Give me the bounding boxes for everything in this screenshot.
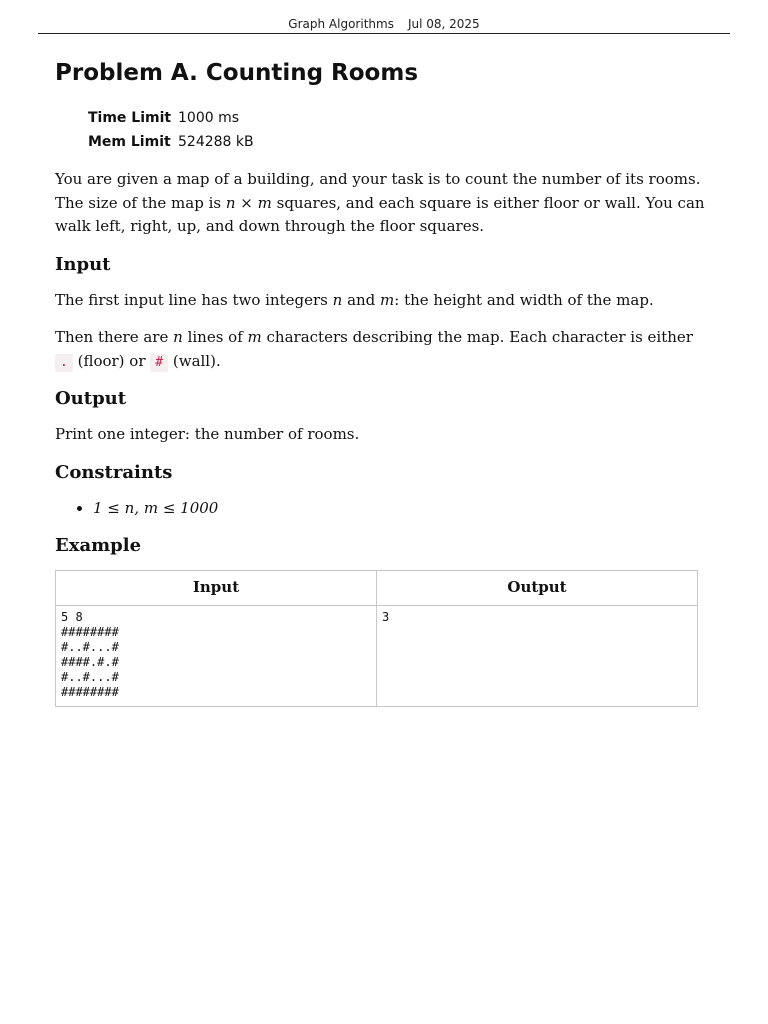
constraints-list xyxy=(55,497,705,521)
example-row xyxy=(56,606,698,707)
example-input-cell xyxy=(56,606,377,707)
statement-text: You are given a map of a building, and your task is to count the number of its rooms. The size of the map is xyxy=(55,170,701,212)
limits-block xyxy=(88,106,254,154)
input-paragraph-2 xyxy=(55,326,705,373)
mem-limit-row xyxy=(88,130,254,154)
input-text: : the height and width of the map. xyxy=(394,290,654,309)
page-header xyxy=(38,16,730,34)
example-input-text: 5 8 ######## #..#...# ####.#.# #..#...# ######## xyxy=(61,610,119,699)
example-table xyxy=(55,570,698,707)
math-times: × xyxy=(235,193,258,212)
math-n: n xyxy=(173,328,183,346)
math-m: m xyxy=(380,290,395,309)
problem-content xyxy=(55,168,705,707)
time-limit-value: 1000 ms xyxy=(178,110,240,126)
example-input-header: Input xyxy=(56,571,377,606)
statement-paragraph xyxy=(55,168,705,239)
example-header-row xyxy=(56,571,698,606)
example-heading: Example xyxy=(55,535,142,556)
input-text: lines of xyxy=(182,328,248,346)
input-text: The first input line has two integers xyxy=(55,290,333,309)
constraint-item: • 1 ≤ n, m ≤ 1000 xyxy=(93,497,705,521)
input-text: (wall). xyxy=(168,351,221,370)
math-m: m xyxy=(257,193,272,212)
course-name: Graph Algorithms xyxy=(288,17,394,31)
time-limit-row xyxy=(88,106,254,130)
example-output-cell xyxy=(377,606,698,707)
statement-text: squares, and each square is either floor or wall. You can walk left, right, up, and down through the floor squares. xyxy=(55,193,705,235)
problem-title: Problem A. Counting Rooms xyxy=(55,60,419,86)
input-text: characters describing the map. Each character is either xyxy=(261,328,693,346)
example-output-text: 3 xyxy=(382,610,390,624)
output-paragraph: Print one integer: the number of rooms. xyxy=(55,425,360,443)
constraints-heading: Constraints xyxy=(55,461,173,483)
mem-limit-label: Mem Limit xyxy=(88,134,171,150)
math-m: m xyxy=(247,328,262,346)
input-text: and xyxy=(342,290,381,309)
math-n: n xyxy=(332,290,343,309)
input-text: Then there are xyxy=(55,328,174,346)
example-output-header: Output xyxy=(377,571,698,606)
math-n: n xyxy=(225,193,236,212)
header-date: Jul 08, 2025 xyxy=(407,17,480,31)
output-heading: Output xyxy=(55,388,127,409)
wall-char-code: # xyxy=(150,354,168,372)
time-limit-label: Time Limit xyxy=(88,110,172,126)
mem-limit-value: 524288 kB xyxy=(178,134,254,150)
input-heading: Input xyxy=(55,253,111,275)
floor-char-code: . xyxy=(55,354,73,372)
input-text: (floor) or xyxy=(72,351,151,370)
input-paragraph-1 xyxy=(55,289,705,313)
